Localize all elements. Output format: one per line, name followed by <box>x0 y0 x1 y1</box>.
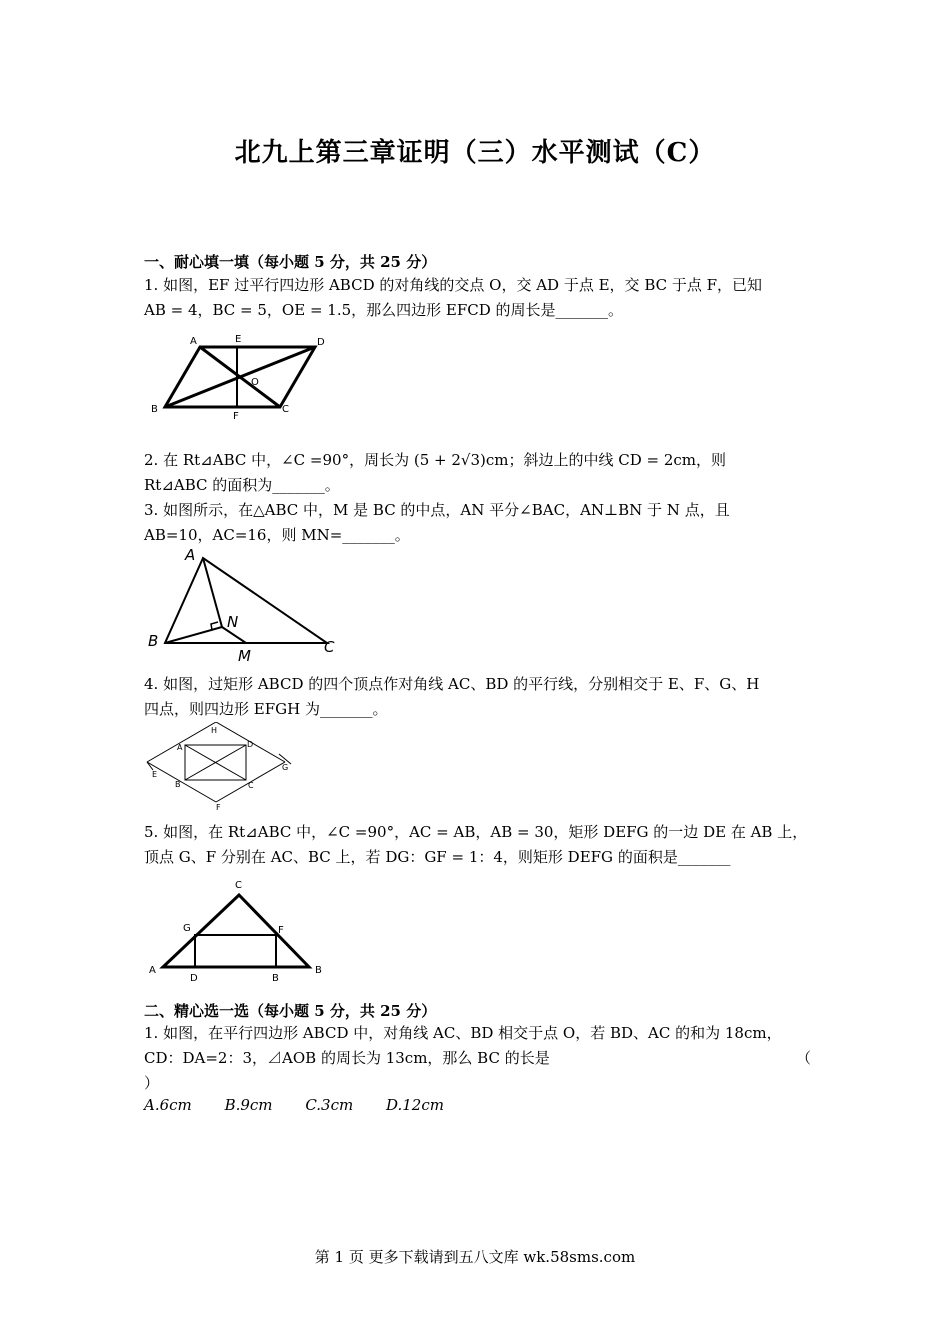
q3-line2: AB=10，AC=16，则 MN=_______。 <box>144 526 410 544</box>
q3-label-b: B <box>148 632 159 650</box>
q4-line2: 四点，则四边形 EFGH 为_______。 <box>144 700 388 718</box>
section-heading-fill: 一、耐心填一填（每小题 5 分，共 25 分） <box>144 253 437 271</box>
q4-label-a: A <box>177 743 183 752</box>
q6-paren-open: （ <box>796 1049 812 1067</box>
q4-label-b: B <box>175 780 181 789</box>
page-footer: 第 1 页 更多下载请到五八文库 wk.58sms.com <box>314 1248 636 1266</box>
q1-label-c: C <box>282 404 289 415</box>
q1-line1: 1. 如图，EF 过平行四边形 ABCD 的对角线的交点 O，交 AD 于点 E，交 BC 于点 F，已知 <box>144 276 763 294</box>
q5-label-e: B <box>272 973 279 983</box>
q4-label-f: F <box>216 803 221 812</box>
q1-label-o: O <box>251 377 259 388</box>
q2-line1: 2. 在 Rt⊿ABC 中，∠C =90°，周长为 (5 + 2√3)cm；斜边上的中线 CD = 2cm，则 <box>144 451 727 469</box>
q3-triangle-figure <box>145 545 345 665</box>
q6-option-a[interactable]: A.6cm <box>144 1096 192 1114</box>
q1-label-b: B <box>151 404 158 415</box>
q3-label-c: C <box>324 638 335 656</box>
q3-label-a: A <box>185 546 196 564</box>
q4-label-c: C <box>248 781 254 790</box>
q6-line1: 1. 如图，在平行四边形 ABCD 中，对角线 AC、BD 相交于点 O，若 BD、AC 的和为 18cm， <box>144 1024 782 1042</box>
q4-label-d: D <box>247 740 254 749</box>
q6-paren-close: ） <box>144 1074 160 1092</box>
q6-option-c[interactable]: C.3cm <box>305 1096 354 1114</box>
q5-label-g: G <box>183 923 191 934</box>
q5-triangle-rectangle-figure <box>145 873 335 983</box>
q4-rectangle-figure <box>145 722 295 812</box>
q4-label-h: H <box>211 726 218 735</box>
q1-line2: AB = 4，BC = 5，OE = 1.5，那么四边形 EFCD 的周长是_______。 <box>144 301 624 319</box>
q6-option-d[interactable]: D.12cm <box>385 1096 444 1114</box>
q5-label-a: A <box>149 965 156 976</box>
q3-label-n: N <box>227 613 239 631</box>
q3-line1: 3. 如图所示，在△ABC 中，M 是 BC 的中点，AN 平分∠BAC，AN⊥BN 于 N 点，且 <box>144 501 730 519</box>
q4-label-e: E <box>152 770 158 779</box>
q2-line2: Rt⊿ABC 的面积为_______。 <box>144 476 340 494</box>
q1-parallelogram-figure <box>145 330 335 420</box>
q6-options <box>144 1096 472 1114</box>
q5-line2: 顶点 G、F 分别在 AC、BC 上，若 DG：GF = 1：4，则矩形 DEFG 的面积是_______ <box>144 848 731 866</box>
q1-label-a: A <box>190 336 197 347</box>
q3-label-m: M <box>238 647 251 665</box>
page-title: 北九上第三章证明（三）水平测试（C） <box>234 138 716 168</box>
q5-label-d: D <box>190 973 198 983</box>
q5-line1: 5. 如图，在 Rt⊿ABC 中，∠C =90°，AC = AB，AB = 30，矩形 DEFG 的一边 DE 在 AB 上， <box>144 823 808 841</box>
q4-line1: 4. 如图，过矩形 ABCD 的四个顶点作对角线 AC、BD 的平行线，分别相交于 E、F、G、H <box>144 675 760 693</box>
q5-label-f: F <box>278 925 284 936</box>
q5-label-c: C <box>235 880 242 891</box>
q6-line2: CD：DA=2：3，⊿AOB 的周长为 13cm，那么 BC 的长是 <box>144 1049 550 1067</box>
q6-option-b[interactable]: B.9cm <box>224 1096 273 1114</box>
q4-label-g: G <box>282 763 289 772</box>
q1-label-f: F <box>233 411 239 420</box>
section-heading-choice: 二、精心选一选（每小题 5 分，共 25 分） <box>144 1002 437 1020</box>
q1-label-e: E <box>235 334 242 345</box>
q1-label-d: D <box>317 337 325 348</box>
q5-label-b: B <box>315 965 322 976</box>
